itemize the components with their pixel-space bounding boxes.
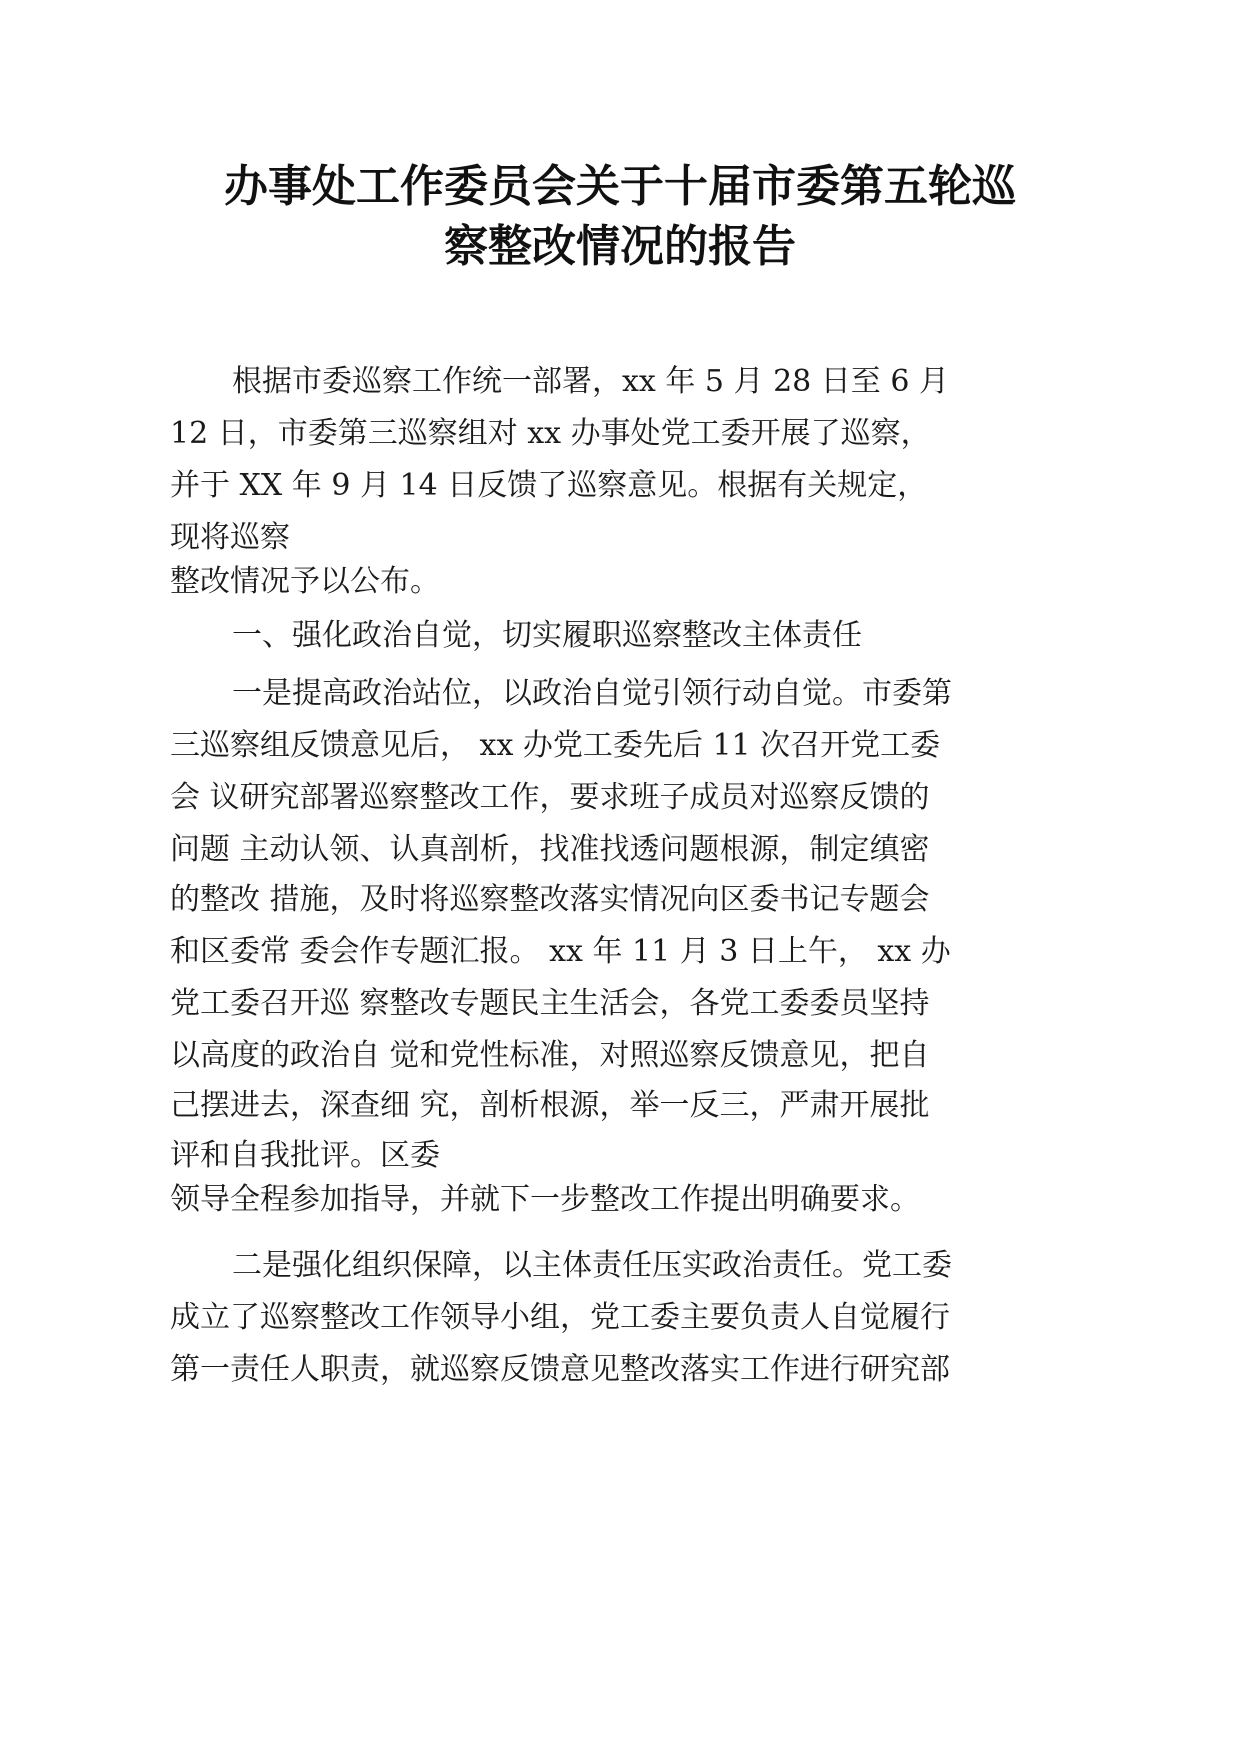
body-line: 会 议研究部署巡察整改工作，要求班子成员对巡察反馈的 [170,780,930,815]
body-line: 一是提高政治站位，以政治自觉引领行动自觉。市委第 [232,676,952,711]
body-line: 二是强化组织保障，以主体责任压实政治责任。党工委 [232,1248,952,1283]
body-line: 并于 XX 年 9 月 14 日反馈了巡察意见。根据有关规定， [170,468,928,503]
body-line: 成立了巡察整改工作领导小组，党工委主要负责人自觉履行 [170,1300,950,1335]
body-line: 和区委常 委会作专题汇报。 xx 年 11 月 3 日上午， xx 办 [170,934,951,969]
body-line: 第一责任人职责，就巡察反馈意见整改落实工作进行研究部 [170,1352,950,1387]
body-line: 的整改 措施，及时将巡察整改落实情况向区委书记专题会 [170,882,930,917]
body-line: 党工委召开巡 察整改专题民主生活会，各党工委委员坚持 [170,986,930,1021]
body-line: 领导全程参加指导，并就下一步整改工作提出明确要求。 [170,1182,920,1217]
body-line: 以高度的政治自 觉和党性标准，对照巡察反馈意见，把自 [170,1038,930,1073]
body-line: 评和自我批评。区委 [170,1138,440,1173]
body-line: 三巡察组反馈意见后， xx 办党工委先后 11 次召开党工委 [170,728,941,763]
body-line: 整改情况予以公布。 [170,564,440,599]
document-title-line-1: 办事处工作委员会关于十届市委第五轮巡 [224,161,1016,212]
body-line: 问题 主动认领、认真剖析，找准找透问题根源，制定缜密 [170,832,930,867]
section-heading: 一、强化政治自觉，切实履职巡察整改主体责任 [232,618,862,653]
body-line: 12 日，市委第三巡察组对 xx 办事处党工委开展了巡察， [170,416,931,451]
body-line: 己摆进去，深查细 究，剖析根源，举一反三，严肃开展批 [170,1088,930,1123]
body-line: 现将巡察 [170,520,290,555]
body-line: 根据市委巡察工作统一部署，xx 年 5 月 28 日至 6 月 [232,364,949,399]
document-title-line-2: 察整改情况的报告 [444,221,796,272]
